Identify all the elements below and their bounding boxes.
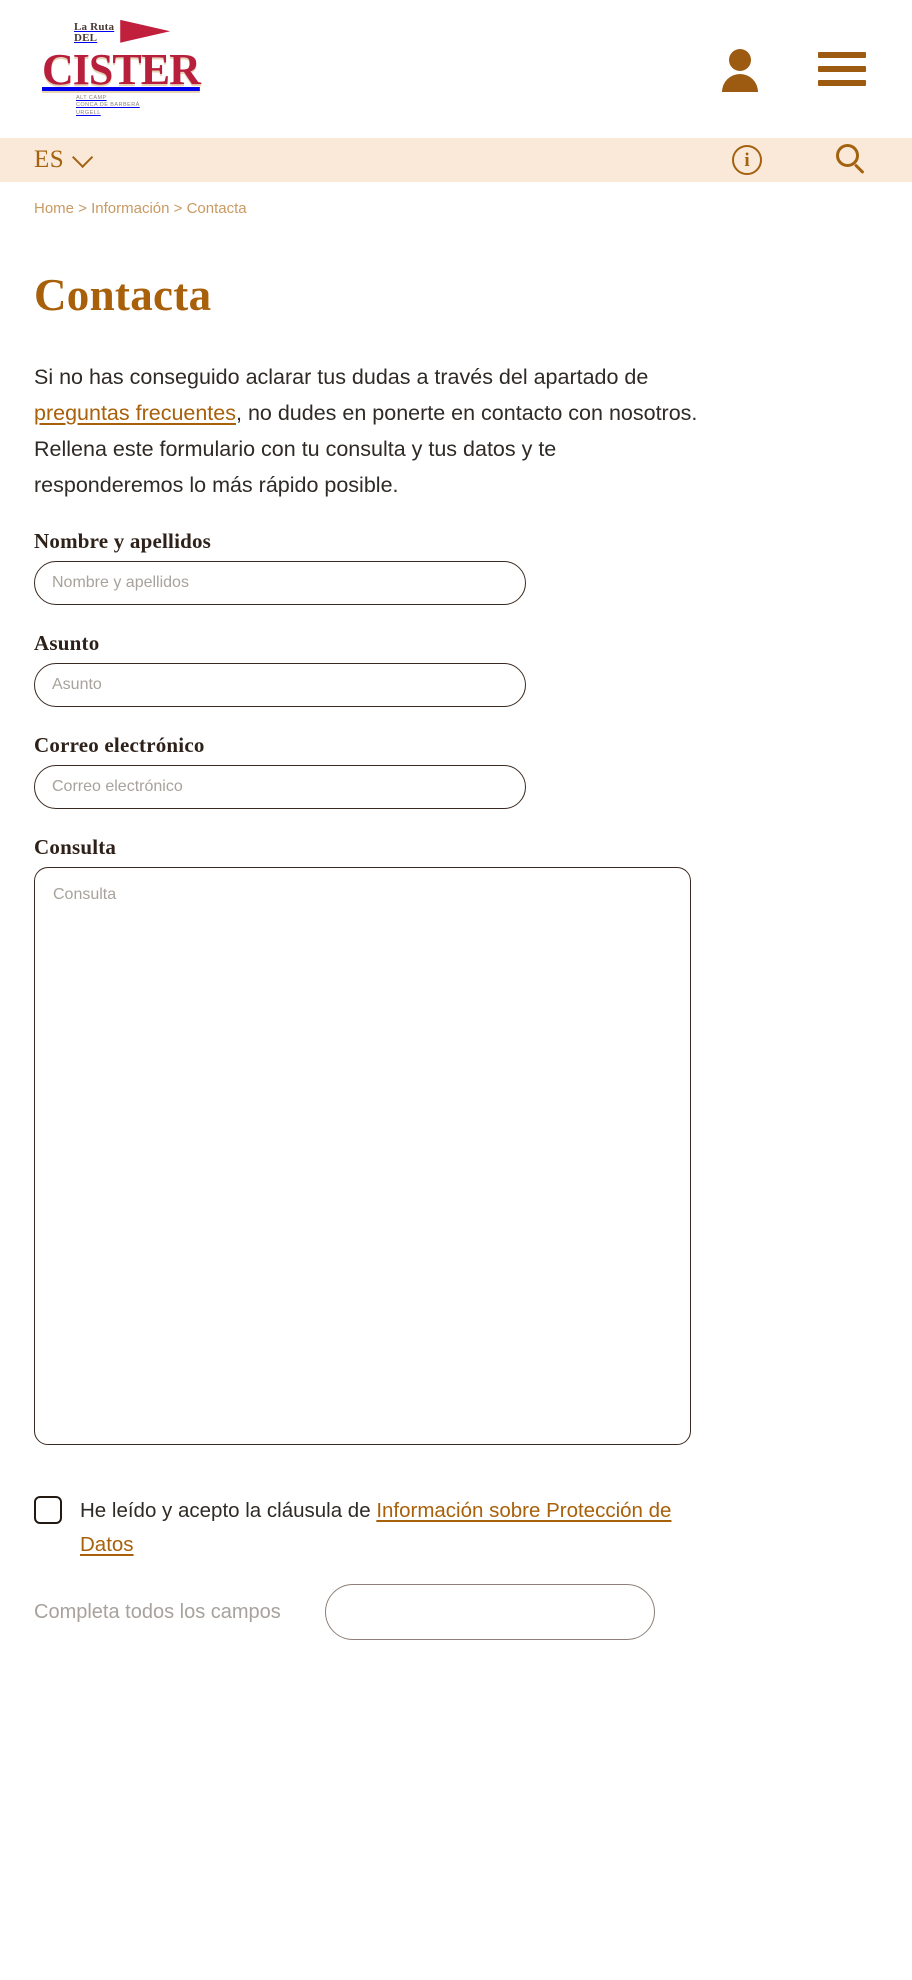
logo-subtitle [76,95,140,118]
form-hint: Completa todos los campos [34,1600,281,1623]
search-icon-handle [854,163,865,174]
consent-checkbox[interactable] [34,1496,62,1524]
logo-sub-line-3: URGELL [76,109,101,116]
language-selector[interactable] [34,146,88,174]
search-icon[interactable] [836,144,868,176]
breadcrumb[interactable]: Home > Información > Contacta [34,200,247,217]
hamburger-bar-3 [818,80,866,86]
consent-row [34,1494,878,1562]
submit-row [34,1584,878,1640]
intro-paragraph [34,359,699,503]
field-label-consulta: Consulta [34,835,117,859]
field-correo [34,733,878,809]
language-bar-actions [732,144,878,176]
faq-link[interactable]: preguntas frecuentes [34,401,236,425]
info-icon[interactable]: i [732,145,762,175]
hamburger-bar-2 [818,66,866,72]
flag-icon [120,18,170,44]
hamburger-bar-1 [818,52,866,58]
user-icon-head [729,49,751,71]
logo-sub-line-2: CONCA DE BARBERÀ [76,102,140,109]
intro-text-before-link: Si no has conseguido aclarar tus dudas a través del apartado de [34,365,649,389]
consent-text-before-link: He leído y acepto la cláusula de [80,1499,377,1522]
field-nombre [34,529,878,605]
logo-wordmark: CISTER [42,44,200,94]
logo-top-line-2: DEL [74,31,98,44]
nombre-input[interactable] [34,561,526,605]
logo-top-line-1: La Ruta [74,20,115,33]
submit-button[interactable] [325,1584,655,1640]
field-label-asunto: Asunto [34,631,100,655]
logo-top-words [74,22,114,44]
chevron-down-icon [72,147,93,168]
consulta-textarea[interactable] [34,867,691,1445]
page-title: Contacta [34,270,212,320]
user-icon-body [722,74,758,92]
correo-input[interactable] [34,765,526,809]
language-bar [0,138,912,182]
intro-text-after-link: , no dudes en ponerte en contacto con nosotros. Rellena este formulario con tu consulta y tus datos y te responderemos lo más rápido posible. [34,401,698,497]
user-icon[interactable] [718,47,762,91]
hamburger-menu-icon[interactable] [818,52,866,86]
language-label: ES [34,146,65,173]
header-actions [718,47,878,91]
data-protection-link[interactable]: Información sobre Protección de Datos [80,1499,672,1556]
site-header [0,0,912,138]
field-consulta [34,835,878,1450]
field-asunto [34,631,878,707]
site-logo[interactable] [42,21,200,118]
field-label-correo: Correo electrónico [34,733,205,757]
main-content [0,200,912,1640]
consent-label [80,1494,680,1562]
field-label-nombre: Nombre y apellidos [34,529,212,553]
logo-sub-line-1: ALT CAMP [76,94,107,101]
asunto-input[interactable] [34,663,526,707]
